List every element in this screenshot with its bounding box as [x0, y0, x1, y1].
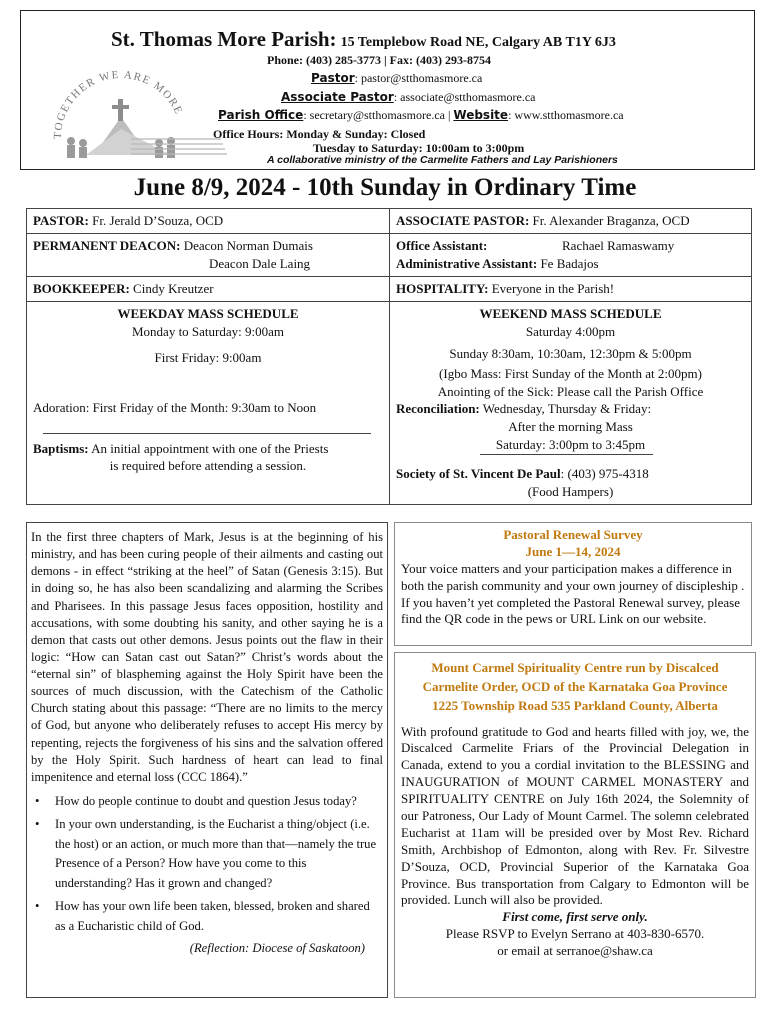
associate-email[interactable]: : associate@stthomasmore.ca: [393, 90, 536, 104]
weekend-line-3: (Igbo Mass: First Sunday of the Month at 2:00pm): [439, 365, 702, 381]
weekday-line-1: Monday to Saturday: 9:00am: [131, 323, 284, 339]
mass-schedule-row: [27, 302, 751, 504]
reflection-questions: [31, 792, 383, 937]
office-assistant-title: Office Assistant:: [396, 237, 488, 253]
survey-body: Your voice matters and your participation makes a difference in both the parish community and your own journey of discipleship . If you haven’t yet completed the Pastoral Renewal survey, please find the QR code in the pews or URL Link on our website.: [401, 560, 745, 627]
staff-schedule-table: [26, 208, 752, 505]
weekday-line-2: First Friday: 9:00am: [154, 349, 262, 365]
bulletin-title: June 8/9, 2024 - 10th Sunday in Ordinary Time: [133, 174, 637, 201]
website-label: Website: [453, 108, 509, 122]
carmel-title-2: Carmelite Order, OCD of the Karnataka Goa Province: [422, 678, 728, 694]
pastor-cell: [27, 209, 389, 233]
hospitality-text: Everyone in the Parish!: [488, 280, 615, 296]
bookkeeper-cell: [27, 277, 389, 301]
office-website-line: [218, 108, 624, 123]
adoration-text: : First Friday of the Month: 9:30am to Noon: [85, 399, 317, 415]
logo-arc-text: TOGETHER WE ARE MORE: [51, 68, 185, 140]
collaborative-ministry-tagline: A collaborative ministry of the Carmelite Fathers and Lay Parishioners: [267, 154, 618, 166]
parish-address: 15 Templebow Road NE, Calgary AB T1Y 6J3: [340, 35, 616, 50]
admin-assistant-title: Administrative Assistant:: [396, 255, 538, 271]
carmel-address: 1225 Township Road 535 Parkland County, Alberta: [432, 697, 718, 713]
deacon-cell: [27, 234, 389, 276]
office-email[interactable]: : secretary@stthomasmore.ca |: [303, 108, 454, 122]
website-url[interactable]: : www.stthomasmore.ca: [508, 108, 624, 122]
deacon-name-2: Deacon Dale Laing: [209, 255, 311, 271]
weekend-line-4: Anointing of the Sick: Please call the Parish Office: [437, 383, 704, 399]
reconciliation-line-2: After the morning Mass: [508, 419, 633, 435]
parish-letterhead: [20, 10, 755, 170]
admin-assistant-name: Fe Badajos: [537, 255, 599, 271]
svdp-label: Society of St. Vincent De Paul: [396, 466, 561, 482]
office-hours-line-2: Tuesday to Saturday: 10:00am to 3:00pm: [313, 141, 525, 155]
reflection-attribution: (Reflection: Diocese of Saskatoon): [189, 941, 365, 956]
survey-dates: June 1—14, 2024: [525, 543, 621, 559]
baptisms-text-1: An initial appointment with one of the Priests: [88, 440, 329, 456]
divider-line: [43, 433, 371, 434]
office-staff-cell: [389, 234, 751, 276]
question-text: In your own understanding, is the Eucharist a thing/object (i.e. the host) or an action, or much more than that—namely the true Presence of a Person? How have you come to this understanding? Has it grown and changed?: [55, 817, 377, 890]
list-item: [31, 897, 383, 936]
carmel-body: With profound gratitude to God and hearts filled with joy, we, the Discalced Carmelite Friars of the Provincial Delegation in Canada, extend to you a cordial invitation to the BLESSING and INAUGURATION of MOUNT CARMEL MONASTERY and SPIRITUALITY CENTRE on July 16th 2024, the Solemnity of our Patroness, Our Lady of Mount Carmel. The solemn celebrated Eucharist at 11am will be presided over by Most Rev. Richard Smith, Archbishop of Edmonton, along with Rev. Fr. Silvestre D’Souza, OCD, Provincial Superior of the Karnataka Goa Province. Bus transportation from Calgary to Edmonton will be provided. Lunch will also be provided.: [401, 723, 749, 908]
associate-email-line: [281, 90, 536, 105]
associate-pastor-cell: [389, 209, 751, 233]
first-come-note: First come, first serve only.: [502, 909, 648, 925]
associate-pastor-name: Fr. Alexander Braganza, OCD: [529, 213, 690, 228]
weekend-schedule: [389, 302, 751, 504]
office-assistant-name: Rachael Ramaswamy: [562, 237, 675, 253]
adoration-line: [33, 399, 383, 417]
list-item: [31, 815, 383, 893]
baptisms-label: Baptisms:: [33, 440, 89, 456]
weekday-heading: WEEKDAY MASS SCHEDULE: [117, 305, 299, 321]
hospitality-title: HOSPITALITY:: [396, 280, 489, 296]
associate-pastor-title: ASSOCIATE PASTOR:: [396, 213, 530, 228]
survey-title: Pastoral Renewal Survey: [503, 527, 643, 542]
associate-label: Associate Pastor: [281, 90, 394, 104]
pastor-email-line: [311, 71, 482, 86]
phone-fax-line: Phone: (403) 285-3773 | Fax: (403) 293-8754: [267, 53, 491, 67]
weekday-schedule: [27, 302, 389, 504]
weekend-heading: WEEKEND MASS SCHEDULE: [479, 305, 662, 321]
weekend-line-2: Sunday 8:30am, 10:30am, 12:30pm & 5:00pm: [449, 345, 692, 361]
svdp-phone: : (403) 975-4318: [560, 466, 649, 482]
bookkeeper-title: BOOKKEEPER:: [33, 280, 130, 296]
parish-logo: [31, 59, 231, 163]
reconciliation-line-3: Saturday: 3:00pm to 3:45pm: [495, 437, 646, 453]
deacon-title: PERMANENT DEACON:: [33, 237, 181, 253]
reconciliation-line: [396, 400, 745, 418]
reconciliation-text: Wednesday, Thursday & Friday:: [479, 401, 652, 417]
staff-row-pastors: [27, 209, 751, 234]
carmel-title-1: Mount Carmel Spirituality Centre run by Discalced: [431, 660, 719, 675]
deacon-name-1: Deacon Norman Dumais: [180, 237, 313, 253]
carmel-heading: [401, 659, 749, 716]
mount-carmel-invitation-box: [394, 652, 756, 998]
weekend-line-1: Saturday 4:00pm: [525, 323, 616, 339]
pastor-name: Fr. Jerald D’Souza, OCD: [88, 213, 224, 228]
parish-name-line: [111, 27, 616, 52]
hospitality-cell: [389, 277, 751, 301]
svdp-line: [396, 465, 745, 483]
bullet-icon: •: [35, 793, 40, 808]
pastoral-renewal-survey-box: [394, 522, 752, 646]
pastor-email[interactable]: : pastor@stthomasmore.ca: [354, 71, 483, 85]
office-hours-line-1: Office Hours: Monday & Sunday: Closed: [213, 127, 426, 141]
rsvp-line: Please RSVP to Evelyn Serrano at 403-830-6570.: [445, 926, 705, 942]
parish-name: St. Thomas More Parish:: [111, 27, 337, 51]
rsvp-email[interactable]: or email at serranoe@shaw.ca: [497, 943, 653, 959]
office-label: Parish Office: [218, 108, 304, 122]
list-item: [31, 792, 383, 812]
staff-row-bookkeeper: [27, 277, 751, 302]
staff-row-deacon-office: [27, 234, 751, 277]
baptisms-line: [33, 440, 383, 458]
pastor-label: Pastor: [311, 71, 355, 85]
divider-line: [480, 454, 653, 455]
gospel-reflection-box: [26, 522, 388, 998]
reconciliation-label: Reconciliation:: [396, 401, 480, 417]
pastor-title: PASTOR:: [33, 213, 89, 228]
bullet-icon: •: [35, 817, 40, 832]
question-text: How has your own life been taken, blessed, broken and shared as a Eucharistic child of God.: [55, 899, 370, 933]
bullet-icon: •: [35, 899, 40, 914]
adoration-label: Adoration: [33, 399, 86, 415]
bookkeeper-name: Cindy Kreutzer: [129, 280, 214, 296]
svdp-line-2: (Food Hampers): [527, 484, 614, 500]
question-text: How do people continue to doubt and question Jesus today?: [55, 793, 357, 808]
baptisms-text-2: is required before attending a session.: [109, 458, 307, 474]
reflection-paragraph: In the first three chapters of Mark, Jesus is at the beginning of his ministry, and has been curing people of their ailments and casting out demons - in effect “striking at the heel” of Satan (Genesis 3:15). But in doing so, he has also been scandalizing and alarming the Scribes and Pharisees. In this passage Jesus faces opposition, hostility and accusations, with some doubting his sanity, and other saying he is a demon that casts out other demons. Jesus points out the flaw in their logic: “How can Satan cast out Satan?” Christ’s words about the “eternal sin” of blaspheming against the Holy Spirit have been the sources of much discussion, with the Catechism of the Catholic Church stating about this passage: “There are no limits to the mercy of God, but anyone who deliberately refuses to accept His mercy by repenting, rejects the forgiveness of his sins and the salvation offered by the Holy Spirit. Such hardness of heart can lead to final impenitence and eternal loss (CCC 1864).”: [31, 530, 383, 784]
